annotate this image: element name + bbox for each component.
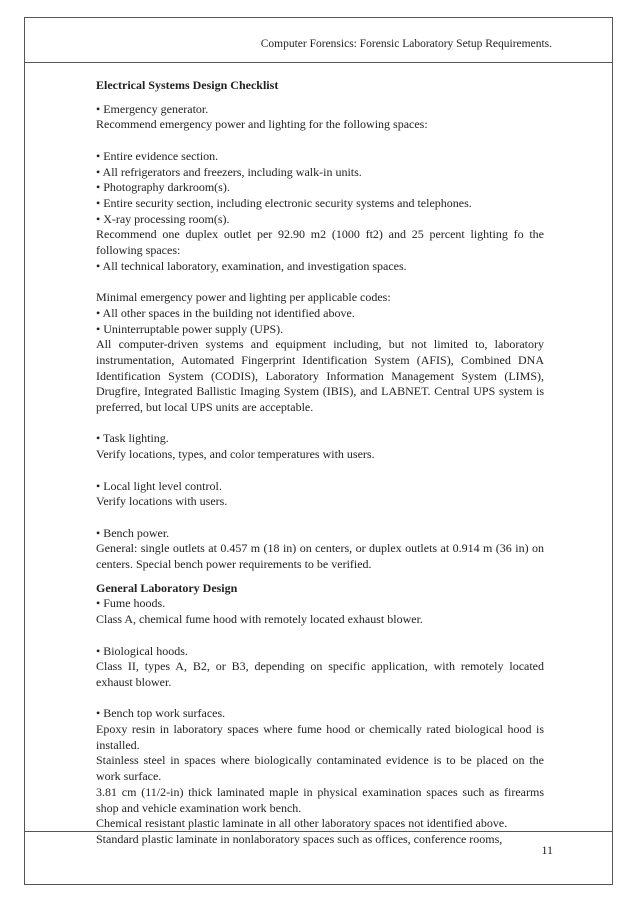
paragraph-task-lighting-verify: Verify locations, types, and color temperatures with users. xyxy=(96,447,375,462)
paragraph-std-laminate: Standard plastic laminate in nonlaboratory spaces such as offices, conference rooms, xyxy=(96,831,503,846)
running-header: Computer Forensics: Forensic Laboratory Setup Requirements. xyxy=(260,38,552,50)
bullet-bio-hoods: • Biological hoods. xyxy=(96,643,188,658)
paragraph-chem-laminate: Chemical resistant plastic laminate in all other laboratory spaces not identified above. xyxy=(96,816,508,831)
paragraph-recommend-power: Recommend emergency power and lighting for the following spaces: xyxy=(96,117,428,132)
bullet-space: • Entire evidence section. xyxy=(96,148,219,163)
paragraph-computer-systems: All computer-driven systems and equipment including, but not limited to, laboratory instrumentation, Automated Fingerprint Identification System (AFIS), Combined DNA Identification System (CODIS), Laboratory Information Management System (LIMS), Drugfire, Integrated Ballistic Imaging System (IBIS), and LABNET. Central UPS system is preferred, but local UPS units are acceptable. xyxy=(96,337,544,415)
header-divider xyxy=(24,62,613,63)
paragraph-local-light-verify: Verify locations with users. xyxy=(96,494,228,509)
bullet-bench-top: • Bench top work surfaces. xyxy=(96,706,226,721)
section-heading-general-lab: General Laboratory Design xyxy=(96,580,238,595)
bullet-local-light: • Local light level control. xyxy=(96,478,222,493)
page-number: 11 xyxy=(541,843,553,857)
bullet-space: • Photography darkroom(s). xyxy=(96,180,230,195)
bullet-space: • All refrigerators and freezers, including walk-in units. xyxy=(96,164,362,179)
bullet-space: • X-ray processing room(s). xyxy=(96,211,230,226)
paragraph-maple: 3.81 cm (11/2-in) thick laminated maple in physical examination spaces such as firearms shop and vehicle examination work bench. xyxy=(96,784,544,815)
document-body xyxy=(96,78,544,848)
section-heading-electrical: Electrical Systems Design Checklist xyxy=(96,78,279,92)
bullet-fume-hoods: • Fume hoods. xyxy=(96,596,166,611)
paragraph-bio-hoods: Class II, types A, B2, or B3, depending on specific application, with remotely located exhaust blower. xyxy=(96,659,544,689)
paragraph-duplex-outlet: Recommend one duplex outlet per 92.90 m2 (1000 ft2) and 25 percent lighting fo the following spaces: xyxy=(96,227,544,258)
bullet-bench-power: • Bench power. xyxy=(96,525,170,540)
bullet-ups: • Uninterruptable power supply (UPS). xyxy=(96,321,284,336)
paragraph-fume-hoods: Class A, chemical fume hood with remotely located exhaust blower. xyxy=(96,612,423,627)
bullet-task-lighting: • Task lighting. xyxy=(96,431,169,446)
bullet-other-spaces: • All other spaces in the building not identified above. xyxy=(96,305,355,320)
bullet-space: • Entire security section, including electronic security systems and telephones. xyxy=(96,195,472,210)
bullet-technical-lab: • All technical laboratory, examination, and investigation spaces. xyxy=(96,258,407,273)
paragraph-bench-power: General: single outlets at 0.457 m (18 in) on centers, or duplex outlets at 0.914 m (36 in) on centers. Special bench power requirements to be verified. xyxy=(96,541,544,572)
paragraph-stainless: Stainless steel in spaces where biologically contaminated evidence is to be placed on the work surface. xyxy=(96,753,544,784)
paragraph-epoxy: Epoxy resin in laboratory spaces where fume hood or chemically rated biological hood is installed. xyxy=(96,722,544,752)
paragraph-minimal-emergency: Minimal emergency power and lighting per applicable codes: xyxy=(96,290,391,305)
bullet-emergency-generator: • Emergency generator. xyxy=(96,101,209,116)
